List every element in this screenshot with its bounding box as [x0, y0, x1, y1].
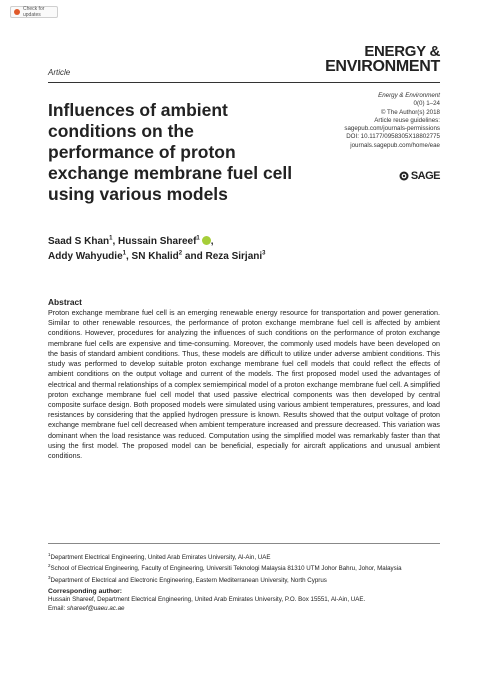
- paper-title: Influences of ambient conditions on the performance of proton exchange membrane fuel cell using various models: [48, 100, 293, 204]
- author-affiliation-mark: 3: [262, 250, 266, 257]
- affiliation-mark: 2: [48, 563, 51, 569]
- corresponding-author-text: Hussain Shareef, Department Electrical Engineering, United Arab Emirates University, P.O. Box 15551, Al-Ain, UAE.: [48, 596, 366, 604]
- sage-logo-icon: [399, 171, 409, 181]
- author-affiliation-mark: 1: [122, 250, 126, 257]
- corresponding-author-email-line: [48, 605, 440, 613]
- author-list: [48, 234, 388, 264]
- author-name: Reza Sirjani: [205, 251, 263, 262]
- meta-journal-link[interactable]: journals.sagepub.com/home/eae: [350, 141, 440, 149]
- article-metadata: [344, 92, 440, 150]
- affiliation-text: Department Electrical Engineering, United Arab Emirates University, Al-Ain, UAE: [50, 554, 271, 562]
- article-type: Article: [48, 68, 71, 77]
- author-separator: ,: [125, 251, 132, 262]
- meta-copyright: © The Author(s) 2018: [380, 108, 440, 116]
- meta-reuse: Article reuse guidelines:: [374, 116, 440, 124]
- affiliation-item: [48, 562, 440, 573]
- author-name: Hussain Shareef: [118, 236, 197, 247]
- publisher-name: SAGE: [410, 170, 440, 182]
- author-affiliation-mark: 2: [178, 250, 183, 257]
- author-separator: and: [182, 251, 206, 262]
- journal-logo-line2: ENVIRONMENT: [325, 58, 440, 75]
- author-name: Addy Wahyudie: [48, 251, 123, 262]
- affiliation-mark: 3: [48, 574, 51, 580]
- affiliations: [48, 551, 440, 613]
- corresponding-author-heading: Corresponding author:: [48, 588, 123, 596]
- check-for-updates-badge[interactable]: [10, 6, 58, 18]
- meta-issue: 0(0) 1–24: [413, 100, 440, 108]
- affiliation-mark: 1: [48, 552, 51, 557]
- journal-logo-line1: ENERGY &: [364, 43, 440, 60]
- email-label: Email:: [48, 604, 66, 612]
- publisher-logo: [399, 170, 440, 182]
- affiliation-text: Department of Electrical and Electronic Engineering, Eastern Mediterranean University, North Cyprus: [50, 576, 327, 584]
- author-affiliation-mark: 1: [196, 235, 200, 242]
- affiliation-text: School of Electrical Engineering, Faculty of Engineering, Universiti Teknologi Malaysia 81310 UTM Johor Bahru, Johor, Malaysia: [50, 565, 402, 573]
- header-divider: [48, 82, 440, 83]
- meta-doi[interactable]: DOI: 10.1177/0958305X18802775: [346, 133, 440, 141]
- author-separator: ,: [112, 236, 119, 247]
- abstract-text: Proton exchange membrane fuel cell is an emerging renewable energy resource for transportation and power generation. Similar to other renewable resources, the performance of proton exchange membrane fuel cell is affected by ambient conditions. However, procedures for analyzing the influences of such conditions on the performance of proton exchange membrane fuel cells are expensive and time-consuming. Moreover, the commonly used models have been developed on the basis of standard ambient conditions. Thus, these models are difficult to utilize under adverse ambient conditions. This study was performed to develop suitable proton exchange membrane fuel cell models that could reflect the effects of ambient conditions on the output voltage and current of the models. The first proposed model used the advantages of electrical and thermal relationships of a complex semiempirical model of a proton exchange membrane fuel cell. A simplified proton exchange membrane fuel cell model that used passive electrical components was then developed by central composite surface design. Both proposed models were simulated using various ambient temperatures, pressures, and load resistances by considering that the applied hydrogen pressure is known. Results showed that the output voltage of proton exchange membrane fuel cell decreased when ambient temperature increased and pressure decreased. This variation was dominant when the load resistance was reduced. Computation using the simplified model was remarkably faster than that using the first model. The proposed model can be beneficial, especially for aircraft applications and unusual ambient conditions.: [48, 309, 440, 461]
- affiliation-item: [48, 551, 440, 562]
- author-name: SN Khalid: [131, 251, 179, 262]
- abstract-heading: Abstract: [48, 297, 82, 307]
- journal-logo: [325, 44, 440, 74]
- author-affiliation-mark: 1: [109, 235, 113, 242]
- author-separator: ,: [210, 236, 214, 247]
- update-icon: [14, 9, 20, 15]
- affiliation-item: [48, 574, 440, 585]
- badge-label: Check for updates: [23, 6, 45, 18]
- orcid-icon[interactable]: [202, 236, 211, 245]
- author-name: Saad S Khan: [48, 236, 110, 247]
- footnote-divider: [48, 543, 440, 544]
- email-link[interactable]: shareef@uaeu.ac.ae: [66, 604, 125, 612]
- meta-reuse-link[interactable]: sagepub.com/journals-permissions: [344, 125, 440, 133]
- meta-journal-name: Energy & Environment: [378, 92, 440, 99]
